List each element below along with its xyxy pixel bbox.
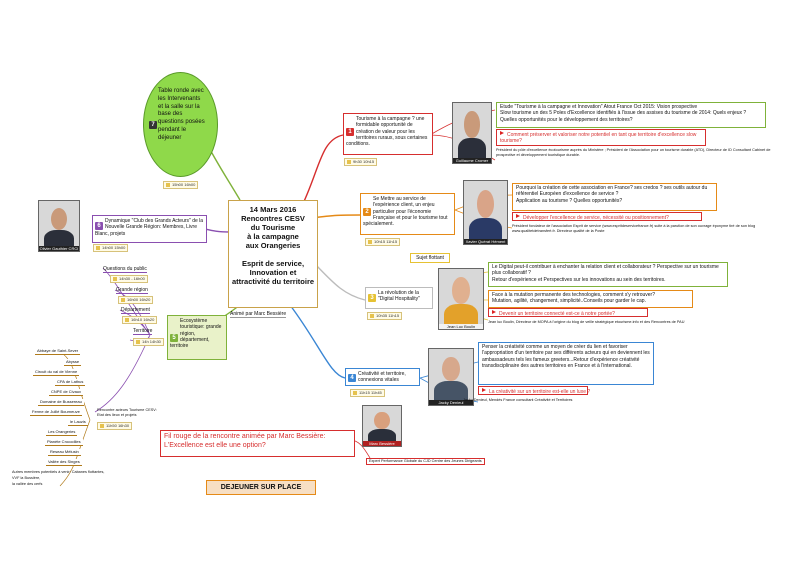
- topic-7-badge: 7: [149, 121, 157, 129]
- actor-item: Reseau Mélusin: [50, 449, 79, 454]
- actor-item: Les Orangeries: [48, 429, 76, 434]
- eco-grande-region: Grande région: [116, 287, 148, 293]
- dejeuner-sur-place[interactable]: DEJEUNER SUR PLACE: [206, 480, 316, 495]
- branch-1-line: [300, 135, 343, 210]
- topic-2-experience-client[interactable]: [360, 193, 455, 235]
- eco-territoire: Territoire: [133, 328, 153, 334]
- speaker-marc-name: Marc Bessière: [363, 441, 401, 446]
- topic-7-text: Table ronde avec les Intervenants et la salle sur la base des questions posées pendant le déjeuner: [158, 88, 205, 141]
- central-topic-title: 14 Mars 2016 Rencontres CESV du Tourisme à la campagne aux Orangeries Esprit de service, Innovation et attractivité du territoire: [231, 205, 315, 286]
- topic-3-text: La révolution de la "Digital Hospitality": [378, 290, 420, 303]
- actors-others: Autres membres potentiels à venir: Cabanes flottantes, VVF la Bussière, la vallée des cerfs: [12, 470, 105, 486]
- topic-2-badge: 2: [363, 208, 371, 216]
- topic-7-time: 15h00 16h00: [163, 181, 198, 189]
- topic-2-time: 10h15 11h15: [365, 238, 400, 246]
- actor-item: CNPE de Civaux: [51, 389, 82, 394]
- topic-4-time: 11h15 11h45: [350, 389, 385, 397]
- actor-item: Vallée des Singes: [48, 459, 80, 464]
- branch-3-line: [316, 265, 365, 300]
- eco-territoire-time: 14h 14h30: [133, 338, 164, 346]
- topic-1-time: 9h30 10h15: [344, 158, 377, 166]
- actor-item: CPA de Lathus: [57, 379, 84, 384]
- speaker-jacky-name: Jacky Denieul: [429, 400, 473, 405]
- topic-4-question-text: La créativité sur un territoire est-elle un luxe ?: [489, 389, 591, 395]
- topic-5-badge: 5: [170, 334, 178, 342]
- eco-questions-public: Questions du public: [103, 266, 147, 272]
- topic-4-note: Penser la créativité comme un moyen de créer du lien et favoriser l'appropriation d'un territoire par ses différents acteurs qui en deviennent les ambassadeurs tels les fameux greeters...Retour d'expérience créativité transdisciplinaire des autres territoires en France et à l'international.: [478, 342, 654, 385]
- branch-4-line: [290, 305, 345, 378]
- central-topic-footer: Animé par Marc Bessière: [230, 311, 287, 317]
- speaker-jeanluc-detail: Jean luc Boulin, Directeur de MOPA à l'origine du blog de veille stratégique etourisme.info et des Rencontres de PAU: [488, 320, 685, 324]
- topic-1-text: Tourisme à la campagne ? une formidable opportunité de création de valeur pour les territoires ruraux, sous certaines conditions.: [346, 116, 428, 147]
- topic-6-text: Dynamique "Club des Grands Acteurs" de la Nouvelle Grande Région: Membres, Livre Blanc, projets: [95, 218, 204, 237]
- speaker-guillaume-name: Guillaume Cromer: [453, 158, 491, 163]
- topic-2-question-text: Développer l'excellence de service, nécessité ou positionnement?: [523, 215, 669, 221]
- topic-4-creativite[interactable]: [345, 368, 420, 386]
- topic-6-time: 14h00 15h00: [93, 244, 128, 252]
- branch-2-line: [312, 215, 360, 218]
- floating-subject[interactable]: Sujet flottant: [410, 253, 450, 263]
- topic-3-badge: 3: [368, 294, 376, 302]
- topic-7-table-ronde[interactable]: [143, 72, 218, 177]
- topic-3-note-a: Le Digital peut-il contribuer à enchanter la relation client et collaborateur ? Perspective sur un tourisme plus collaboratif ? Retour d'expérience et Perspectives sur les innovations au sein des territoires.: [488, 262, 728, 287]
- central-topic[interactable]: [228, 200, 318, 308]
- speaker-photo-jeanluc: [438, 268, 484, 330]
- eco-departement-time: 16h10 16h20: [122, 316, 157, 324]
- actor-item: Circuit du val de Vienne: [35, 369, 78, 374]
- actor-item: Abbaye de Saint-Sever: [37, 348, 79, 353]
- topic-1-question: [496, 129, 706, 146]
- topic-5-text: Ecosystème touristique: grande région, département, territoire: [170, 318, 222, 349]
- topic-4-text: Créativité et territoire, connexions vitales: [358, 371, 406, 384]
- speaker-jeanluc-name: Jean Luc Boulin: [439, 324, 483, 329]
- speaker-jacky-detail: Jacky Denieul, Mendès France consultant Créativité et Territoires: [463, 398, 573, 402]
- fil-rouge[interactable]: Fil rouge de la rencontre animée par Marc Bessière: L'Excellence est elle une option?: [160, 430, 355, 457]
- actor-item: Abysse: [66, 359, 80, 364]
- topic-2-question: [512, 212, 702, 221]
- actor-item: le Lauzis: [70, 419, 86, 424]
- actors-time: 11h50 16h30: [97, 422, 132, 430]
- speaker-xavier-detail: Président fondateur de l'association Esprit de service (www.espritdeservicefrance.fr) suite à la parution de son ouvrage éponyme tiré de son blog www.qualitetdetransfert.fr. Directeur qualité de la Poste: [512, 224, 756, 233]
- topic-6-badge: 6: [95, 222, 103, 230]
- speaker-guillaume-detail: Président du pôle d'excellence écotourisme auprès du Ministère ; Président de l'Association pour un tourisme durable (ATD), Directeur de ID Consultant Cabinet de prospective et développement touristique durable.: [496, 148, 771, 157]
- speaker-photo-xavier: [463, 180, 508, 245]
- speaker-marc-detail: Expert Performance Globale du CJD Centre des Jeunes Dirigeants: [366, 458, 485, 465]
- topic-1-question-text: Comment préserver et valoriser notre potentiel en tant que territoire d'excellence slow tourisme?: [500, 132, 697, 145]
- speaker-xavier-name: Xavier Quérat Hément: [465, 239, 506, 244]
- topic-3-note-b: Face à la mutation permanente des technologies, comment s'y retrouver? Mutation, agilité, changement, simplicité..Conseils pour garder le cap.: [488, 290, 693, 308]
- eco-departement: Département: [121, 307, 150, 313]
- topic-3-digital-hospitality[interactable]: [365, 287, 433, 309]
- topic-1-badge: 1: [346, 128, 354, 136]
- actor-item: Ferme de Juillé Bourneuve: [32, 409, 80, 414]
- topic-1-note: Etude "Tourisme à la campagne et Innovation" Atout France Oct 2015: Vision prospective Slow tourisme un des 5 Poles d'Excellence identifiés à l'issue des assises du tourisme de 2014: Quels enjeux ? Quelles opportunités pour le développement des territoires?: [496, 102, 766, 128]
- actor-item: Domaine de Bussereau: [40, 399, 82, 404]
- topic-1-tourisme-campagne[interactable]: [343, 113, 433, 155]
- topic-2-note: Pourquoi la création de cette association en France? ses credos ? ses outils autour du référentiel Européen d'excellence de service ? Application au tourisme ? Quelles opportunités?: [512, 183, 717, 211]
- topic-3-question-text: Devenir un territoire connecté est-ce à notre portée?: [499, 311, 615, 317]
- speaker-photo-olivier: [38, 200, 80, 252]
- topic-4-question: [478, 386, 591, 395]
- eco-grande-region-time: 16h00 16h20: [118, 296, 153, 304]
- speaker-photo-guillaume: [452, 102, 492, 164]
- topic-3-question: [488, 308, 648, 317]
- eco-questions-public-time: 14h30 - 16h00: [110, 275, 148, 283]
- topic-5-ecosysteme[interactable]: [167, 315, 227, 360]
- speaker-photo-marc: [362, 405, 402, 447]
- actor-item: Planète Crocodiles: [47, 439, 81, 444]
- speaker-olivier-name: Olivier Gauthier CRCI: [39, 246, 79, 251]
- topic-6-club[interactable]: [92, 215, 207, 243]
- topic-2-text: Se Mettre au service de l'expérience client, un enjeu particulier pour l'économie Française et pour le tourisme tout spécialement.: [363, 196, 448, 227]
- actors-label: Rencontre acteurs Tourisme CESV: Etat des lieux et projets: [97, 408, 157, 417]
- topic-3-time: 10h35 11h15: [367, 312, 402, 320]
- topic-4-badge: 4: [348, 374, 356, 382]
